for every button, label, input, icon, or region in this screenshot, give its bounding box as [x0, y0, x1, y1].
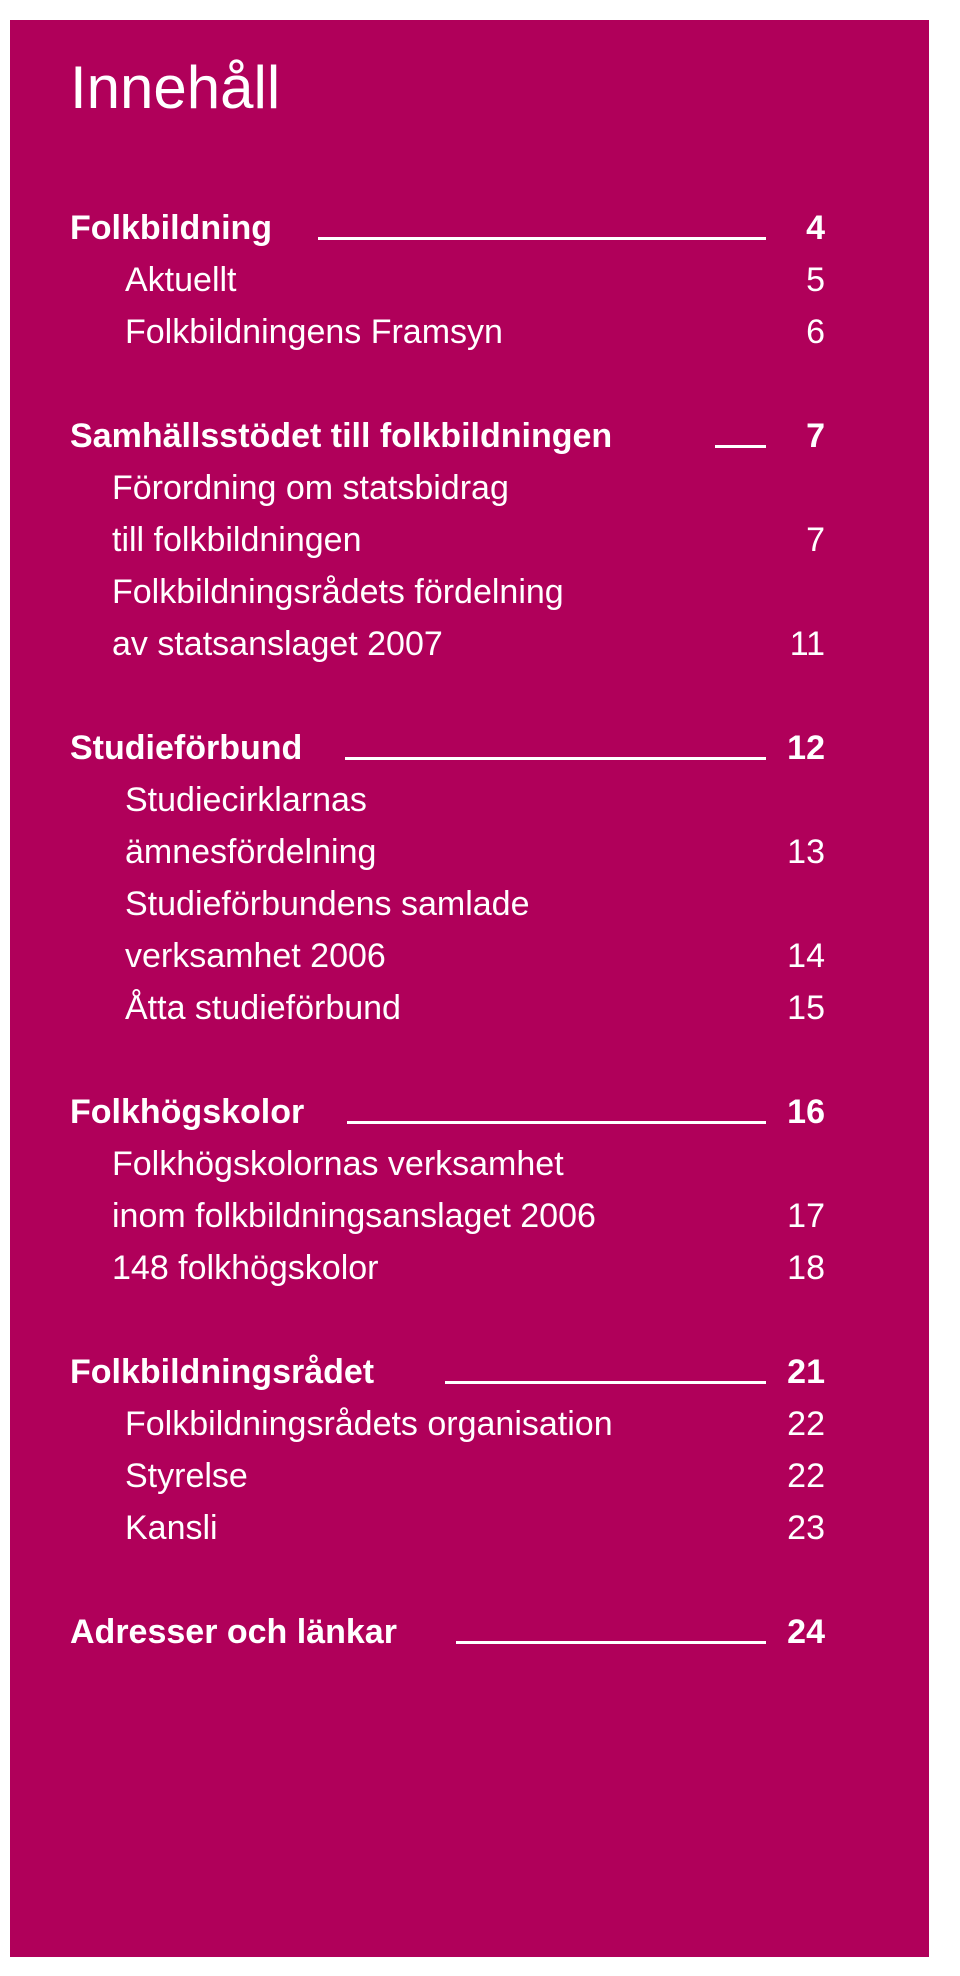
- toc-heading-studieforbund[interactable]: [0, 722, 960, 774]
- toc-entry[interactable]: [0, 930, 960, 982]
- toc-entry-line[interactable]: [0, 1138, 960, 1190]
- leader-line: [715, 445, 766, 448]
- toc-heading-label: Studieförbund: [70, 729, 303, 767]
- toc-entry-label: Folkbildningsrådets organisation: [125, 1405, 613, 1443]
- toc-entry[interactable]: [0, 254, 960, 306]
- page-title: Innehåll: [70, 54, 281, 121]
- toc-entry-label: Förordning om statsbidrag: [112, 469, 509, 507]
- toc-page-number: 5: [806, 261, 825, 299]
- toc-entry-line[interactable]: [0, 462, 960, 514]
- toc-heading-folkbildning[interactable]: [0, 202, 960, 254]
- toc-heading-label: Folkbildningsrådet: [70, 1353, 375, 1391]
- toc-entry-line[interactable]: [0, 566, 960, 618]
- toc-entry[interactable]: [0, 1450, 960, 1502]
- toc-entry-label: Kansli: [125, 1509, 218, 1547]
- toc-page-number: 14: [787, 937, 825, 975]
- toc-entry[interactable]: [0, 1190, 960, 1242]
- toc-entry-label: Folkbildningsrådets fördelning: [112, 573, 564, 611]
- toc-entry[interactable]: [0, 1242, 960, 1294]
- toc-page-number: 24: [787, 1613, 825, 1651]
- toc-entry-label: 148 folkhögskolor: [112, 1249, 379, 1287]
- toc-entry-line[interactable]: [0, 774, 960, 826]
- toc-page-number: 15: [787, 989, 825, 1027]
- toc-page-number: 7: [806, 521, 825, 559]
- toc-entry[interactable]: [0, 1398, 960, 1450]
- toc-entry[interactable]: [0, 826, 960, 878]
- toc-heading-adresser[interactable]: [0, 1606, 960, 1658]
- toc-page-number: 17: [787, 1197, 825, 1235]
- toc-page-number: 22: [787, 1457, 825, 1495]
- toc-entry-label: Aktuellt: [125, 261, 237, 299]
- toc-page-number: 12: [787, 729, 825, 767]
- toc-heading-label: Folkbildning: [70, 209, 273, 247]
- toc-page-number: 16: [787, 1093, 825, 1131]
- toc-page-number: 18: [787, 1249, 825, 1287]
- toc-heading-samhallsstodet[interactable]: [0, 410, 960, 462]
- toc-entry-label: Folkhögskolornas verksamhet: [112, 1145, 564, 1183]
- toc-entry[interactable]: [0, 306, 960, 358]
- toc-entry-label: till folkbildningen: [112, 521, 362, 559]
- toc-entry-label: av statsanslaget 2007: [112, 625, 443, 663]
- toc-page-number: 6: [806, 313, 825, 351]
- toc-entry[interactable]: [0, 982, 960, 1034]
- toc-heading-label: Adresser och länkar: [70, 1613, 397, 1651]
- toc-page-number: 4: [806, 209, 825, 247]
- toc-entry-label: Åtta studieförbund: [125, 989, 401, 1027]
- toc-heading-label: Folkhögskolor: [70, 1093, 305, 1131]
- toc-entry-label: Styrelse: [125, 1457, 248, 1495]
- leader-line: [347, 1121, 766, 1124]
- toc-page-number: 11: [789, 625, 825, 663]
- toc-entry-label: inom folkbildningsanslaget 2006: [112, 1197, 596, 1235]
- toc-heading-label: Samhällsstödet till folkbildningen: [70, 417, 613, 455]
- toc-page-number: 13: [787, 833, 825, 871]
- toc-entry[interactable]: [0, 1502, 960, 1554]
- toc-entry-label: ämnesfördelning: [125, 833, 377, 871]
- toc-heading-folkbildningsradet[interactable]: [0, 1346, 960, 1398]
- toc-page-number: 23: [787, 1509, 825, 1547]
- toc-entry[interactable]: [0, 618, 960, 670]
- toc-page-number: 22: [787, 1405, 825, 1443]
- leader-line: [318, 237, 766, 240]
- toc-entry-label: Studieförbundens samlade: [125, 885, 530, 923]
- toc-entry[interactable]: [0, 514, 960, 566]
- toc-entry-line[interactable]: [0, 878, 960, 930]
- leader-line: [456, 1641, 766, 1644]
- toc-entry-label: Studiecirklarnas: [125, 781, 367, 819]
- toc-page-number: 7: [806, 417, 825, 455]
- leader-line: [445, 1381, 766, 1384]
- toc-heading-folkhogskolor[interactable]: [0, 1086, 960, 1138]
- toc-page-number: 21: [787, 1353, 825, 1391]
- toc-entry-label: verksamhet 2006: [125, 937, 386, 975]
- toc-entry-label: Folkbildningens Framsyn: [125, 313, 503, 351]
- leader-line: [345, 757, 766, 760]
